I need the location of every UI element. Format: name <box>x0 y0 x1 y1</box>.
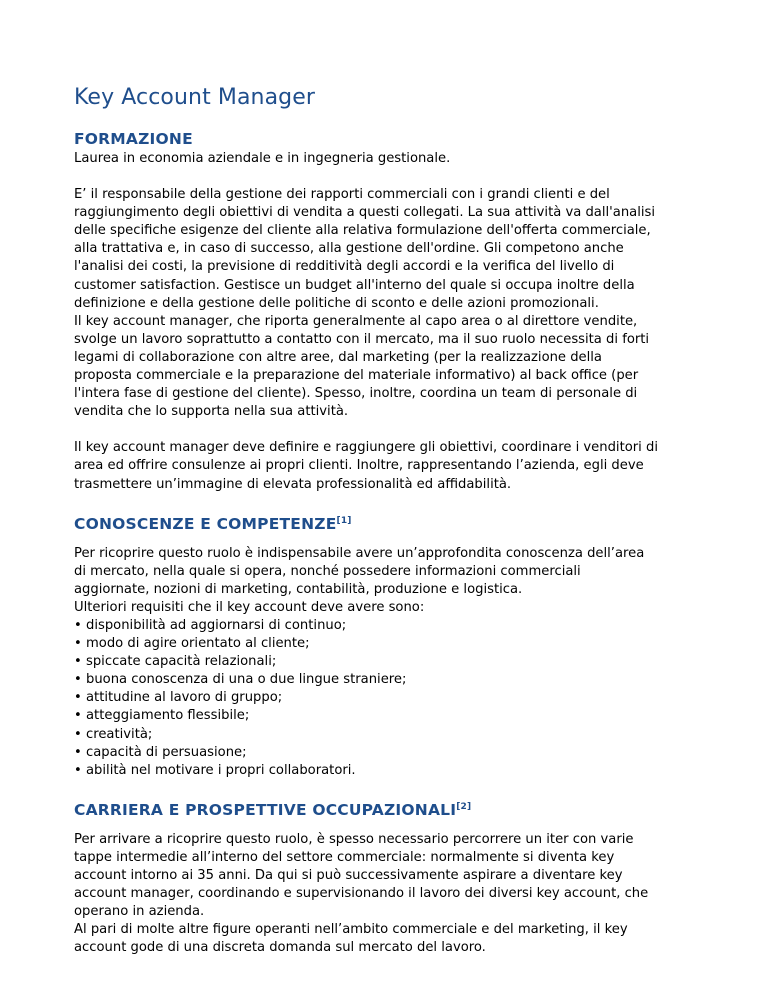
text-line: account manager, coordinando e supervisionando il lavoro dei diversi key account, che <box>74 886 649 902</box>
text-line: Al pari di molte altre figure operanti nell’ambito commerciale e del marketing, il key <box>74 922 628 938</box>
text-line: trasmettere un’immagine di elevata professionalità ed affidabilità. <box>74 476 512 492</box>
text-line: l'intera fase di gestione del cliente). Spesso, inoltre, coordina un team di personale di <box>74 386 638 402</box>
text-line: E’ il responsabile della gestione dei rapporti commerciali con i grandi clienti e del <box>74 187 610 203</box>
conoscenze-paragraph <box>74 545 714 617</box>
text-line: Il key account manager, che riporta generalmente al capo area o al direttore vendite, <box>74 313 638 329</box>
section-heading-formazione: FORMAZIONE <box>74 130 193 148</box>
list-item: • capacità di persuasione; <box>74 744 714 762</box>
text-line: operano in azienda. <box>74 904 205 920</box>
list-item: • abilità nel motivare i propri collaboratori. <box>74 762 714 780</box>
text-line: vendita che lo supporta nella sua attività. <box>74 404 349 420</box>
list-item: • atteggiamento flessibile; <box>74 707 714 725</box>
text-line: Per ricoprire questo ruolo è indispensabile avere un’approfondita conoscenza dell’area <box>74 545 645 561</box>
text-line: Ulteriori requisiti che il key account deve avere sono: <box>74 599 425 615</box>
footnote-reference[interactable]: [2] <box>456 801 472 812</box>
text-line: Per arrivare a ricoprire questo ruolo, è spesso necessario percorrere un iter con varie <box>74 831 634 847</box>
section-heading-text: CONOSCENZE E COMPETENZE <box>74 514 337 533</box>
text-line: raggiungimento degli obiettivi di vendita a questi collegati. La sua attività va dall'analisi <box>74 205 656 221</box>
formazione-paragraph-1 <box>74 186 714 421</box>
text-line: area ed offrire consulenze ai propri clienti. Inoltre, rappresentando l’azienda, egli deve <box>74 458 644 474</box>
list-item: • creatività; <box>74 726 714 744</box>
text-line: proposta commerciale e la preparazione del materiale informativo) al back office (per <box>74 368 639 384</box>
footnote-reference[interactable]: [1] <box>336 515 352 526</box>
formazione-intro: Laurea in economia aziendale e in ingegneria gestionale. <box>74 151 451 166</box>
text-line: customer satisfaction. Gestisce un budget all'interno del quale si occupa inoltre della <box>74 277 635 293</box>
section-heading-conoscenze <box>74 514 714 535</box>
text-line: Il key account manager deve definire e raggiungere gli obiettivi, coordinare i venditori di <box>74 440 658 456</box>
formazione-paragraph-2 <box>74 439 714 493</box>
section-heading-text: CARRIERA E PROSPETTIVE OCCUPAZIONALI <box>74 800 457 819</box>
text-line: l'analisi dei costi, la previsione di redditività degli accordi e la verifica del livello di <box>74 259 615 275</box>
list-item: • disponibilità ad aggiornarsi di continuo; <box>74 617 714 635</box>
text-line: delle specifiche esigenze del cliente alla relativa formulazione dell'offerta commerciale, <box>74 223 651 239</box>
list-item: • buona conoscenza di una o due lingue straniere; <box>74 671 714 689</box>
carriera-paragraph <box>74 831 714 958</box>
text-line: alla trattativa e, in caso di successo, alla gestione dell'ordine. Gli competono anche <box>74 241 624 257</box>
list-item: • attitudine al lavoro di gruppo; <box>74 689 714 707</box>
text-line: di mercato, nella quale si opera, nonché possedere informazioni commerciali <box>74 563 581 579</box>
list-item: • modo di agire orientato al cliente; <box>74 635 714 653</box>
text-line: tappe intermedie all’interno del settore commerciale: normalmente si diventa key <box>74 849 615 865</box>
requirements-list <box>74 617 714 780</box>
list-item: • spiccate capacità relazionali; <box>74 653 714 671</box>
text-line: legami di collaborazione con altre aree, dal marketing (per la realizzazione della <box>74 349 602 365</box>
document-page <box>74 84 714 957</box>
section-heading-carriera <box>74 800 714 821</box>
text-line: svolge un lavoro soprattutto a contatto con il mercato, ma il suo ruolo necessita di forti <box>74 331 650 347</box>
text-line: account gode di una discreta domanda sul mercato del lavoro. <box>74 940 486 956</box>
text-line: aggiornate, nozioni di marketing, contabilità, produzione e logistica. <box>74 581 523 597</box>
text-line: account intorno ai 35 anni. Da qui si può successivamente aspirare a diventare key <box>74 868 623 883</box>
text-line: definizione e della gestione delle politiche di sconto e delle azioni promozionali. <box>74 295 599 311</box>
page-title: Key Account Manager <box>74 85 316 110</box>
